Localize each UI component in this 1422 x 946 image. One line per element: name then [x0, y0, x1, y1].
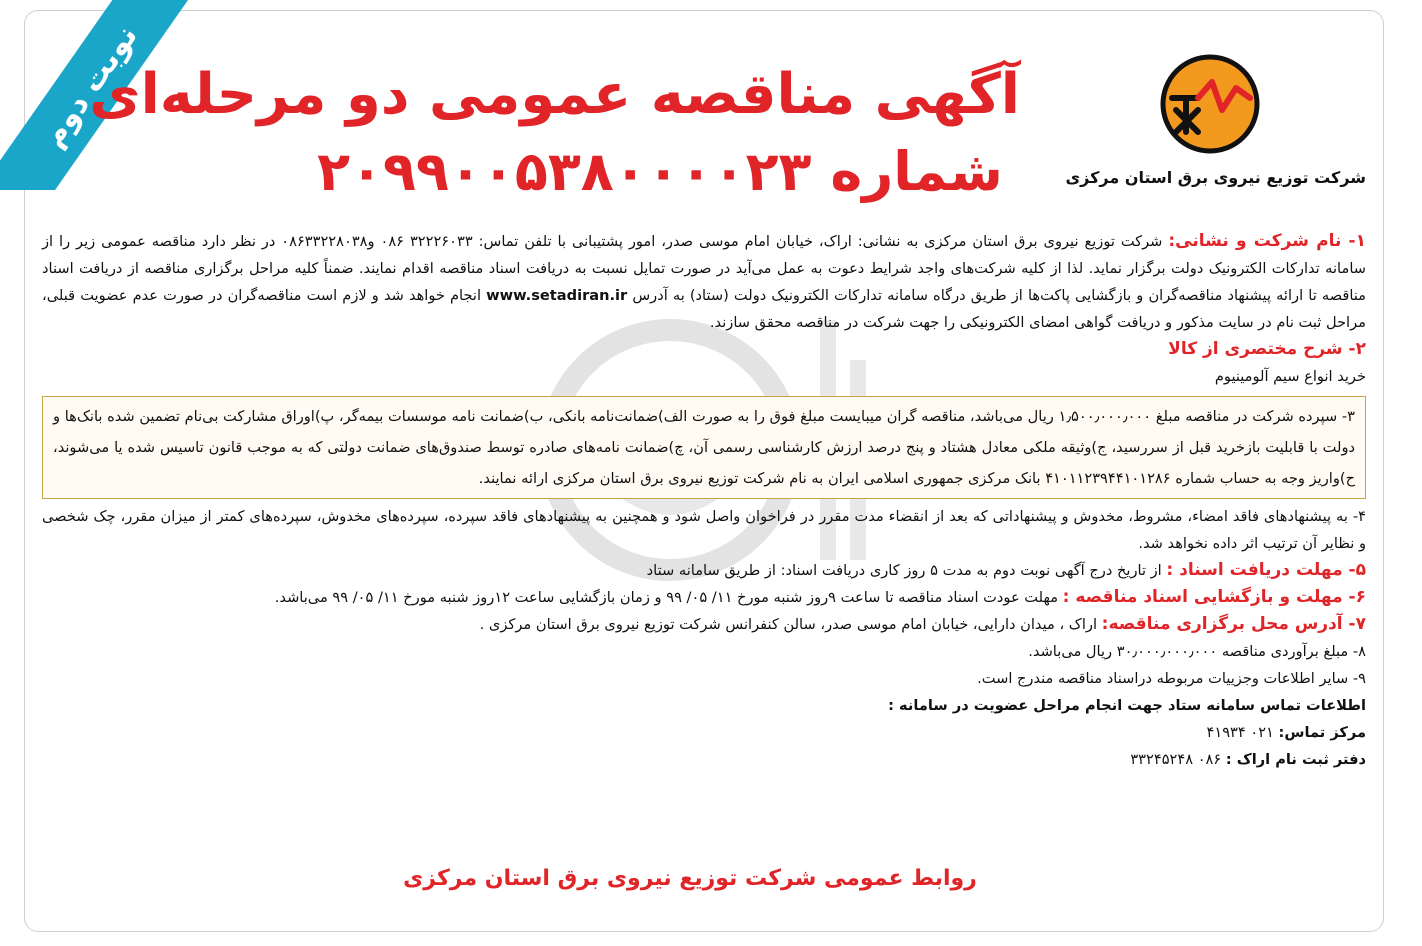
section-6-heading: ۶- مهلت و بازگشایی اسناد مناقصه : — [1062, 587, 1366, 607]
section-8-text: ۸- مبلغ برآوردی مناقصه ۳۰٫۰۰۰٫۰۰۰٫۰۰۰ ریال می‌باشد. — [1028, 643, 1366, 660]
section-1-heading: ۱- نام شرکت و نشانی: — [1168, 231, 1367, 251]
ad-body — [42, 228, 1366, 773]
section-7 — [42, 611, 1366, 638]
section-3-text: ۳- سپرده شرکت در مناقصه مبلغ ۱٫۵۰۰٫۰۰۰٫۰۰۰ ریال می‌باشد، مناقصه گران میبایست مبلغ فوق را به صورت الف)ضمانت‌نامه بانکی، ب)ضمانت نامه موسسات بیمه‌گر، پ)اوراق مشارکت بی‌نام تضمین شده بانک‌ها و دولت با قابلیت بازخرید قبل از سررسید، ج)وثیقه ملکی معادل هشتاد و پنج درصد ارزش کارشناسی رسمی آن، چ)ضمانت نامه‌های صادره توسط صندوق‌های ضمانت دولتی که به موجب قانون تاسیس شده یا می‌شوند، ح)واریز وجه به حساب شماره ۴۱۰۱۱۲۳۹۴۴۱۰۱۲۸۶ بانک مرکزی جمهوری اسلامی ایران به نام شرکت توزیع نیروی برق استان مرکزی ارائه نمایند. — [53, 408, 1355, 487]
section-6 — [42, 584, 1366, 611]
setad-link[interactable]: www.setadiran.ir — [486, 287, 628, 304]
section-9-text: ۹- سایر اطلاعات وجزییات مربوطه دراسناد مناقصه مندرج است. — [977, 670, 1366, 687]
contact-center-value: ۰۲۱ ۴۱۹۳۴ — [1206, 724, 1279, 741]
section-5-text: از تاریخ درج آگهی نوبت دوم به مدت ۵ روز کاری دریافت اسناد: از طریق سامانه ستاد — [646, 562, 1167, 579]
contact-center — [42, 719, 1366, 746]
register-value: ۰۸۶ ۳۳۲۴۵۲۴۸ — [1130, 751, 1226, 768]
contact-center-label: مرکز تماس: — [1278, 724, 1366, 741]
ribbon-text: نوبت دوم — [35, 18, 145, 154]
power-company-logo-icon — [1158, 52, 1262, 156]
section-3-box — [42, 396, 1366, 499]
company-name: شرکت توزیع نیروی برق استان مرکزی — [1065, 168, 1366, 187]
section-7-heading: ۷- آدرس محل برگزاری مناقصه: — [1101, 614, 1366, 634]
section-5-heading: ۵- مهلت دریافت اسناد : — [1166, 560, 1366, 580]
section-7-text: اراک ، میدان دارایی، خیابان امام موسی صدر، سالن کنفرانس شرکت توزیع نیروی برق استان مرکزی . — [479, 616, 1102, 633]
section-5 — [42, 557, 1366, 584]
section-1-text-a: شرکت توزیع نیروی برق استان مرکزی به نشانی: اراک، خیابان امام موسی صدر، امور پشتیبانی با تلفن تماس: ۳۲۲۲۶۰۳۳ ۰۸۶ و۰۸۶۳۳۲۲۸۰۳۸ در نظر دارد مناقصه عمومی زیر را از سامانه تدارکات الکترونیک دولت برگزار نماید. لذا از کلیه شرکت‌های واجد شرایط دعوت به عمل می‌آید در صورت تمایل نسبت به دریافت اسناد مناقصه اقدام نمایند. ضمناً کلیه مراحل برگزاری مناقصه از دریافت اسناد مناقصه تا ارائه پیشنهاد مناقصه‌گران و بازگشایی پاکت‌ها از طریق درگاه سامانه تدارکات الکترونیک دولت (ستاد) به آدرس — [42, 233, 1366, 304]
section-4-text: ۴- به پیشنهادهای فاقد امضاء، مشروط، مخدوش و پیشنهاداتی که بعد از انقضاء مدت مقرر در فراخوان واصل شود و همچنین به پیشنهادهای فاقد سپرده، سپرده‌های مخدوش، سپرده‌های کمتر از میزان مقرر، چک شخصی و نظایر آن ترتیب اثر داده نخواهد شد. — [42, 508, 1366, 552]
section-6-text: مهلت عودت اسناد مناقصه تا ساعت ۹روز شنبه مورخ ۱۱/ ۰۵/ ۹۹ و زمان بازگشایی ساعت ۱۲روز شنبه مورخ ۱۱/ ۰۵/ ۹۹ می‌باشد. — [274, 589, 1063, 606]
register-office — [42, 746, 1366, 773]
section-2-text: خرید انواع سیم آلومینیوم — [1214, 368, 1366, 385]
section-1 — [42, 228, 1366, 336]
contact-heading: اطلاعات تماس سامانه ستاد جهت انجام مراحل عضویت در سامانه : — [888, 697, 1366, 714]
footer-signature: روابط عمومی شرکت توزیع نیروی برق استان مرکزی — [403, 866, 977, 891]
section-2-heading: ۲- شرح مختصری از کالا — [1168, 339, 1366, 359]
tender-number: شماره ۲۰۹۹۰۰۵۳۸۰۰۰۰۲۳ — [317, 140, 1003, 203]
page-title: آگهی مناقصه عمومی دو مرحله‌ای — [89, 62, 1020, 127]
register-label: دفتر ثبت نام اراک : — [1225, 751, 1366, 768]
section-1-text-b: انجام خواهد شد و لازم است مناقصه‌گران در صورت عدم عضویت قبلی، مراحل ثبت نام در سایت مذکور و دریافت گواهی امضای الکترونیکی را جهت شرکت در مناقصه محقق سازند. — [42, 287, 1366, 331]
